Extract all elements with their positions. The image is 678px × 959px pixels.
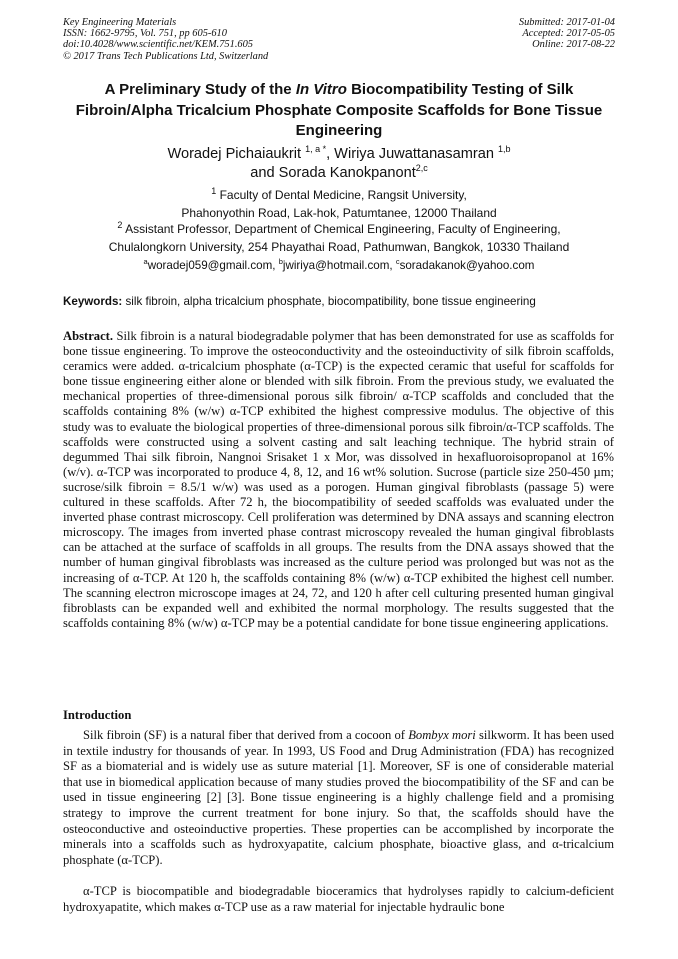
paragraph-text: Silk fibroin (SF) is a natural fiber that derived from a cocoon of — [83, 728, 409, 742]
affiliation-marker: 1 — [211, 186, 217, 196]
species-name: Bombyx mori — [408, 728, 476, 742]
title-text-end: Biocompatibility Testing of Silk Fibroin/Alpha Tricalcium Phosphate Composite Scaffolds for Bone Tissue Engineering — [75, 81, 603, 139]
affiliation-line: Assistant Professor, Department of Chemical Engineering, Faculty of Engineering, — [122, 222, 561, 236]
author-name: Woradej Pichaiaukrit — [167, 146, 306, 162]
journal-issn: ISSN: 1662-9795, Vol. 751, pp 605-610 — [63, 28, 227, 40]
affiliation-line: Faculty of Dental Medicine, Rangsit University, — [216, 188, 467, 202]
title-italic: In Vitro — [295, 81, 347, 98]
author-superscript: 1, a * — [305, 144, 327, 155]
accepted-date: Accepted: 2017-05-05 — [522, 28, 615, 40]
online-date: Online: 2017-08-22 — [532, 39, 615, 51]
affiliation-line: Chulalongkorn University, 254 Phayathai Road, Pathumwan, Bangkok, 10330 Thailand — [108, 239, 570, 254]
keywords-text: silk fibroin, alpha tricalcium phosphate, biocompatibility, bone tissue engineering — [122, 295, 536, 308]
email-address: soradakanok@yahoo.com — [399, 259, 535, 272]
paragraph-text: silkworm. It has been used in textile industry for thousands of year. In 1993, US Food and Drug Administration (FDA) has recognized SF as a biomaterial and is widely use as suture material [1]. Moreover, SF is one of considerable material that use in biomedical application because of many studies proved the biocompatibility of the SF and can be used in tissue engineering [2] [3]. Bone tissue engineering is a highly challenge field and a promising strategy to improve the current treatment for bone injury. So that, the scaffolds should have the osteoconductive and osteoinductive properties. These properties can be accomplished by incorporate the minerals into a scaffolds such as hydroxyapatite, calcium phosphate, bioactive glass, and α-tricalcium phosphate (α-TCP). — [63, 728, 614, 867]
abstract — [63, 329, 614, 631]
affiliation-marker: 2 — [117, 220, 123, 230]
email-marker: c — [395, 257, 400, 267]
keywords-label: Keywords: — [63, 295, 123, 308]
submitted-date: Submitted: 2017-01-04 — [518, 17, 615, 28]
abstract-label: Abstract. — [63, 329, 114, 343]
affiliation-2 — [60, 221, 618, 256]
email-address: woradej059@gmail.com, — [147, 259, 279, 272]
journal-header-right — [519, 17, 615, 51]
keywords — [63, 294, 618, 310]
author-name: , Wiriya Juwattanasamran — [326, 146, 499, 162]
email-address: jwiriya@hotmail.com, — [282, 259, 396, 272]
introduction-paragraph — [63, 728, 614, 868]
author-superscript: 2,c — [415, 163, 428, 174]
journal-name: Key Engineering Materials — [63, 17, 177, 28]
author-name: and Sorada Kanokpanont — [250, 165, 416, 181]
email-marker: b — [278, 257, 283, 267]
affiliation-line: Phahonyothin Road, Lak-hok, Patumtanee, 12000 Thailand — [181, 205, 497, 220]
author-emails — [60, 258, 618, 274]
affiliation-1 — [60, 187, 618, 222]
author-list — [60, 145, 618, 183]
introduction-paragraph: α-TCP is biocompatible and biodegradable bioceramics that hydrolyses rapidly to calcium-deficient hydroxyapatite, which makes α-TCP use as a raw material for injectable hydraulic bone — [63, 884, 614, 914]
abstract-text: Silk fibroin is a natural biodegradable polymer that has been demonstrated for use as scaffolds for bone tissue engineering. To improve the osteoconductivity and the osteoinductivity of silk fibroin scaffolds, ceramics were added. α-tricalcium phosphate (α-TCP) is the expected ceramic that useful for scaffolds for bone tissue engineering either alone or blended with silk fibroin. From the previous study, we evaluated the mechanical properties of three-dimensional porous silk fibroin/ α-TCP scaffolds and concluded that the scaffolds containing 8% (w/w) α-TCP exhibited the highest compressive modulus. The objective of this study was to evaluate the biological properties of three-dimensional porous silk fibroin/α-TCP scaffolds. The scaffolds were constructed using a solvent casting and salt leaching technique. The hybrid strain of degummed Thai silk fibroin, Nangnoi Srisaket 1 x Mor, was dissolved in hexafluoroisopropanol at 16% (w/v). α-TCP was incorporated to produce 4, 8, 12, and 16 wt% solution. Sucrose (particle size 250-450 µm; sucrose/silk fibroin = 8.5/1 w/w) was used as a porogen. Human gingival fibroblasts (passage 5) were cultured in these scaffolds. After 72 h, the biocompatibility of seeded scaffolds was evaluated under the inverted phase contrast microscopy. Cell proliferation was determined by DNA assays and scanning electron microscopy. The images from inverted phase contrast microscopy revealed the human gingival fibroblasts can be attached at the surface of scaffolds in all groups. The results from the DNA assays showed that the number of human gingival fibroblasts was increased as the culture period was prolonged but was not as the increasing of α-TCP. At 120 h, the scaffolds containing 8% (w/w) α-TCP exhibited the highest cell number. The scanning electron microscope images at 24, 72, and 120 h after cell culturing presented human gingival fibroblasts can be expanded well and exhibited the normal morphology. The results suggested that the scaffolds containing 8% (w/w) α-TCP may be a potential candidate for bone tissue engineering applications. — [63, 329, 614, 630]
author-superscript: 1,b — [498, 144, 511, 155]
paper-title — [60, 80, 618, 142]
journal-copyright: © 2017 Trans Tech Publications Ltd, Switzerland — [63, 50, 269, 62]
email-marker: a — [143, 257, 148, 267]
title-text-start: A Preliminary Study of the — [104, 81, 296, 98]
introduction-heading: Introduction — [63, 708, 132, 722]
journal-header-left — [63, 17, 268, 62]
journal-doi: doi:10.4028/www.scientific.net/KEM.751.605 — [63, 39, 253, 51]
